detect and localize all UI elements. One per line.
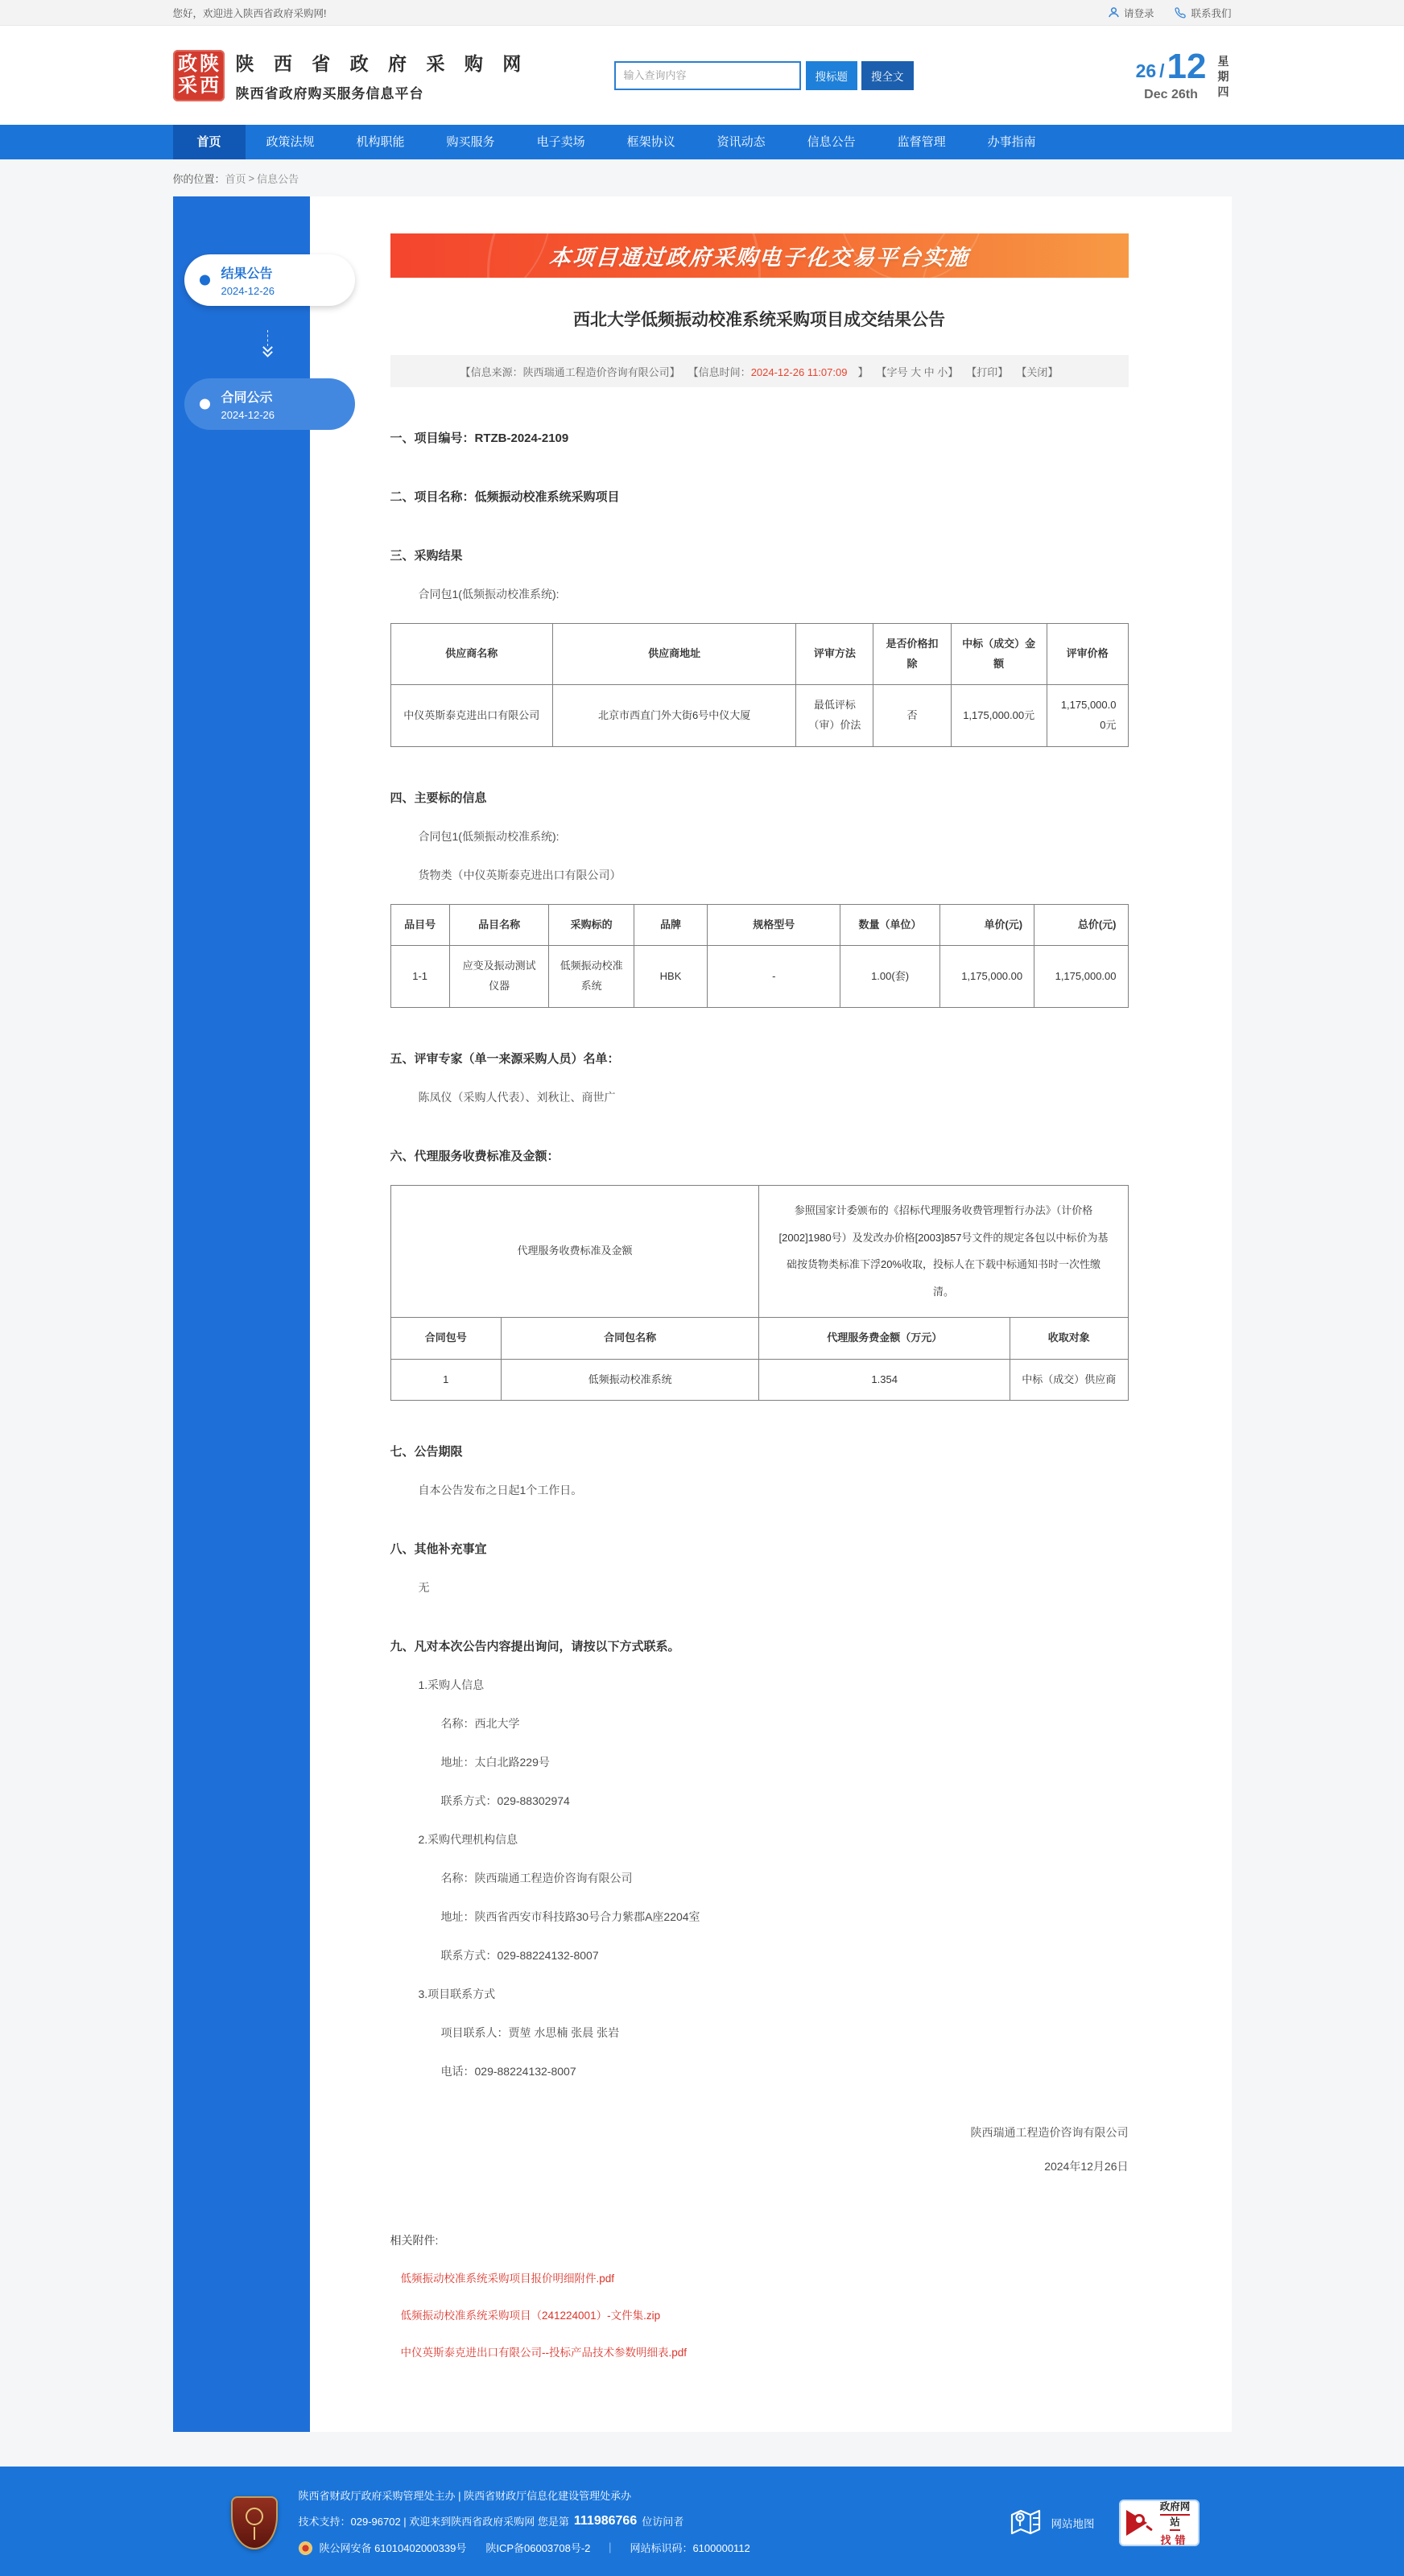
sidebar-item-result-notice[interactable]: [184, 254, 355, 306]
nav-item-guide[interactable]: 办事指南: [987, 135, 1036, 149]
font-size-control[interactable]: 【字号 大 中 小】: [876, 365, 959, 378]
main-navigation: [0, 125, 1404, 159]
meta-source: 【信息来源：陕西瑞通工程造价咨询有限公司】: [460, 365, 680, 378]
seal-char: 陕: [200, 53, 219, 75]
attachments-section: [390, 2232, 1129, 2359]
timeline-dot: [200, 275, 210, 286]
gov-site-find-error-badge[interactable]: [1119, 2500, 1200, 2546]
find-error-icon: [1126, 2508, 1155, 2537]
section-1-title: 一、项目编号：RTZB-2024-2109: [390, 431, 569, 445]
table-header-cell: 总价(元): [1034, 904, 1128, 946]
table-cell: HBK: [634, 946, 708, 1007]
breadcrumb-prefix: 你的位置：: [172, 172, 225, 185]
project-contact-title: 3.项目联系方式: [418, 1988, 496, 2001]
signature-date: 2024年12月26日: [1044, 2160, 1129, 2174]
agency-info-title: 2.采购代理机构信息: [418, 1833, 518, 1847]
table-cell: 1,175,000.00元: [951, 685, 1047, 746]
search-zone: [614, 61, 914, 90]
table-cell: 中标（成交）供应商: [1010, 1359, 1128, 1401]
footer-support-line: 技术支持：029-96702 | 欢迎来到陕西省政府采购网 您是第 111986766 位访问者: [298, 2514, 684, 2529]
section-4-subtitle-1: 合同包1(低频振动校准系统):: [418, 829, 560, 843]
print-button[interactable]: 【打印】: [966, 365, 1009, 378]
section-4-subtitle-2: 货物类（中仪英斯泰克进出口有限公司）: [418, 868, 621, 881]
breadcrumb-current: 信息公告: [257, 172, 299, 185]
table-cell: 否: [873, 685, 951, 746]
footer-divider: ｜: [605, 2542, 616, 2555]
section-3-title: 三、采购结果: [390, 549, 463, 563]
breadcrumb-separator: >: [248, 171, 255, 184]
nav-item-news[interactable]: 资讯动态: [716, 135, 766, 149]
announcement-timeline-sidebar: [173, 196, 310, 2432]
search-input[interactable]: [614, 61, 801, 90]
table-row: [390, 1359, 1128, 1401]
site-title: 陕 西 省 政 府 采 购 网: [235, 52, 529, 74]
attachments-title: 相关附件:: [390, 2234, 439, 2248]
table-header-cell: 收取对象: [1010, 1318, 1128, 1360]
sidebar-item-date: 2024-12-26: [221, 285, 275, 297]
finance-shield-icon: [231, 2496, 278, 2549]
err-badge-title: 政府网站: [1160, 2501, 1191, 2531]
supplier-result-table: [390, 623, 1129, 747]
table-header-cell: 合同包号: [390, 1318, 501, 1360]
footer-beian-line: [299, 2541, 750, 2555]
nav-item-policy[interactable]: 政策法规: [266, 135, 315, 149]
table-header-cell: 品目号: [390, 904, 449, 946]
table-header-row: [390, 904, 1128, 946]
sidebar-item-contract-notice[interactable]: [184, 378, 355, 430]
user-icon: [1108, 6, 1120, 19]
signature-block: [390, 2124, 1129, 2174]
down-arrow-icon: [262, 330, 275, 356]
date-month: 12: [1167, 46, 1207, 86]
table-header-cell: 评审方法: [796, 624, 873, 685]
nav-item-framework[interactable]: 框架协议: [626, 135, 675, 149]
site-code: 网站标识码：6100000112: [630, 2542, 750, 2555]
table-header-cell: 中标（成交）金额: [951, 624, 1047, 685]
contact-link[interactable]: [1175, 6, 1231, 20]
table-header-cell: 供应商名称: [390, 624, 553, 685]
project-contact-persons: 项目联系人：贾堃 水思楠 张晨 张岩: [440, 2026, 620, 2040]
nav-item-purchase-services[interactable]: 购买服务: [446, 135, 495, 149]
section-7-body: 自本公告发布之日起1个工作日。: [418, 1484, 583, 1497]
agency-phone: 联系方式：029-88224132-8007: [440, 1949, 599, 1963]
table-cell: 1.354: [759, 1359, 1010, 1401]
section-9-title: 九、凡对本次公告内容提出询问，请按以下方式联系。: [390, 1640, 680, 1654]
items-table: [390, 904, 1129, 1008]
table-cell: 1-1: [390, 946, 449, 1007]
section-6-title: 六、代理服务收费标准及金额：: [390, 1149, 560, 1163]
icp-beian-link[interactable]: 陕ICP备06003708号-2: [485, 2542, 591, 2555]
meta-time: [688, 364, 869, 379]
table-header-cell: 合同包名称: [501, 1318, 759, 1360]
section-4-title: 四、主要标的信息: [390, 791, 487, 805]
timeline-dot: [200, 399, 210, 410]
table-cell: -: [708, 946, 840, 1007]
date-weekday: 星期四: [1217, 54, 1229, 98]
search-title-button[interactable]: 搜标题: [806, 61, 858, 90]
purchaser-phone: 联系方式：029-88302974: [440, 1794, 570, 1808]
police-badge-icon: [299, 2541, 312, 2555]
page-title: 西北大学低频振动校准系统采购项目成交结果公告: [573, 311, 945, 329]
table-header-row: [390, 624, 1128, 685]
close-button[interactable]: 【关闭】: [1016, 365, 1059, 378]
police-beian-link[interactable]: 陕公网安备 61010402000339号: [319, 2542, 467, 2555]
table-header-cell: 评审价格: [1047, 624, 1128, 685]
err-badge-subtitle: 找错: [1160, 2534, 1190, 2547]
sidebar-item-date: 2024-12-26: [221, 409, 275, 421]
section-3-subtitle: 合同包1(低频振动校准系统):: [418, 588, 560, 601]
date-slash: /: [1159, 60, 1165, 81]
site-header: [0, 26, 1404, 125]
table-cell: 应变及振动测试仪器: [449, 946, 549, 1007]
table-cell: 低频振动校准系统: [549, 946, 634, 1007]
article-meta-bar: [390, 355, 1129, 387]
table-header-cell: 品目名称: [449, 904, 549, 946]
sitemap-link[interactable]: [1010, 2508, 1095, 2539]
sidebar-item-label: 结果公告: [221, 267, 273, 281]
table-cell: 1.00(套): [840, 946, 940, 1007]
table-cell: 1: [390, 1359, 501, 1401]
table-cell: 1,175,000.00: [939, 946, 1034, 1007]
date-english: Dec 26th: [1144, 87, 1198, 101]
agency-fee-label-cell: 代理服务收费标准及金额: [390, 1185, 759, 1317]
section-8-body: 无: [418, 1581, 430, 1595]
sidebar-item-label: 合同公示: [221, 391, 273, 405]
table-header-cell: 采购标的: [549, 904, 634, 946]
section-7-title: 七、公告期限: [390, 1445, 463, 1459]
date-widget: [1135, 46, 1232, 102]
table-header-row: [390, 1318, 1128, 1360]
logo-seal-icon: [173, 50, 225, 101]
table-header-cell: 数量（单位）: [840, 904, 940, 946]
phone-icon: [1175, 6, 1187, 19]
table-row: [390, 946, 1128, 1007]
section-5-title: 五、评审专家（单一来源采购人员）名单：: [390, 1051, 620, 1066]
search-fulltext-button[interactable]: 搜全文: [861, 61, 914, 90]
top-utility-bar: [0, 0, 1404, 26]
nav-item-e-mall[interactable]: 电子卖场: [536, 135, 585, 149]
agency-fee-description-cell: 参照国家计委颁布的《招标代理服务收费管理暂行办法》（计价格[2002]1980号）及发改办价格[2003]857号文件的规定各包以中标价为基础按货物类标准下浮20%收取，投标人在下载中标通知书时一次性缴清。: [759, 1185, 1128, 1317]
purchaser-info-title: 1.采购人信息: [418, 1678, 485, 1692]
site-footer: [0, 2467, 1404, 2576]
nav-item-supervision[interactable]: 监督管理: [897, 135, 946, 149]
table-cell: 最低评标（审）价法: [796, 685, 873, 746]
date-day: 26: [1135, 60, 1157, 81]
table-header-cell: 规格型号: [708, 904, 840, 946]
nav-item-home[interactable]: 首页: [173, 125, 246, 159]
signature-org: 陕西瑞通工程造价咨询有限公司: [970, 2126, 1129, 2140]
seal-char: 政: [178, 53, 197, 75]
attachment-link-quote-detail[interactable]: 低频振动校准系统采购项目报价明细附件.pdf: [400, 2273, 615, 2285]
table-cell: 中仪英斯泰克进出口有限公司: [390, 685, 553, 746]
meta-time-close: 】: [847, 365, 869, 378]
welcome-text: 您好，欢迎进入陕西省政府采购网!: [172, 7, 327, 19]
table-cell: 1,175,000.00元: [1047, 685, 1128, 746]
section-8-title: 八、其他补充事宜: [390, 1542, 487, 1557]
breadcrumb-home-link[interactable]: 首页: [225, 172, 246, 185]
table-row: [390, 1185, 1128, 1317]
breadcrumb: [173, 159, 1232, 196]
purchaser-name: 名称：西北大学: [440, 1717, 520, 1731]
platform-banner: [390, 233, 1129, 278]
project-contact-phone: 电话：029-88224132-8007: [440, 2065, 576, 2079]
article-panel: [310, 196, 1232, 2432]
site-subtitle: 陕西省政府购买服务信息平台: [235, 85, 424, 101]
footer-organizer-line: 陕西省财政厅政府采购管理处主办 | 陕西省财政厅信息化建设管理处承办: [298, 2490, 632, 2503]
table-row: [390, 685, 1128, 746]
login-label: 请登录: [1123, 7, 1154, 19]
table-cell: 1,175,000.00: [1034, 946, 1128, 1007]
section-2-title: 二、项目名称：低频振动校准系统采购项目: [390, 490, 620, 504]
seal-char: 西: [200, 75, 219, 97]
contact-label: 联系我们: [1191, 7, 1232, 19]
seal-char: 采: [178, 75, 197, 97]
meta-time-value: 2024-12-26 11:07:09: [750, 365, 848, 378]
login-link[interactable]: [1108, 6, 1154, 20]
visitor-count: 111986766: [573, 2514, 638, 2529]
purchaser-address: 地址：太白北路229号: [440, 1756, 550, 1769]
table-header-cell: 单价(元): [939, 904, 1034, 946]
sitemap-label: 网站地图: [1051, 2518, 1095, 2531]
map-icon: [1010, 2508, 1042, 2539]
agency-address: 地址：陕西省西安市科技路30号合力紫郡A座2204室: [440, 1910, 700, 1924]
table-cell: 低频振动校准系统: [501, 1359, 759, 1401]
agency-name: 名称：陕西瑞通工程造价咨询有限公司: [440, 1872, 633, 1885]
attachment-link-file-set[interactable]: 低频振动校准系统采购项目（241224001）-文件集.zip: [400, 2310, 661, 2322]
site-logo[interactable]: [173, 49, 529, 102]
table-cell: 北京市西直门外大街6号中仪大厦: [553, 685, 796, 746]
table-header-cell: 是否价格扣除: [873, 624, 951, 685]
nav-item-notices[interactable]: 信息公告: [807, 135, 856, 149]
section-5-body: 陈凤仪（采购人代表）、刘秋让、商世广: [418, 1090, 616, 1104]
nav-item-functions[interactable]: 机构职能: [356, 135, 405, 149]
table-header-cell: 供应商地址: [553, 624, 796, 685]
banner-text: 本项目通过政府采购电子化交易平台实施: [547, 246, 970, 270]
meta-time-label: 【信息时间：: [688, 365, 751, 378]
table-header-cell: 品牌: [634, 904, 708, 946]
table-header-cell: 代理服务费金额（万元）: [759, 1318, 1010, 1360]
agency-fee-table: [390, 1185, 1129, 1402]
attachment-link-tech-params[interactable]: 中仪英斯泰克进出口有限公司--投标产品技术参数明细表.pdf: [400, 2347, 688, 2359]
